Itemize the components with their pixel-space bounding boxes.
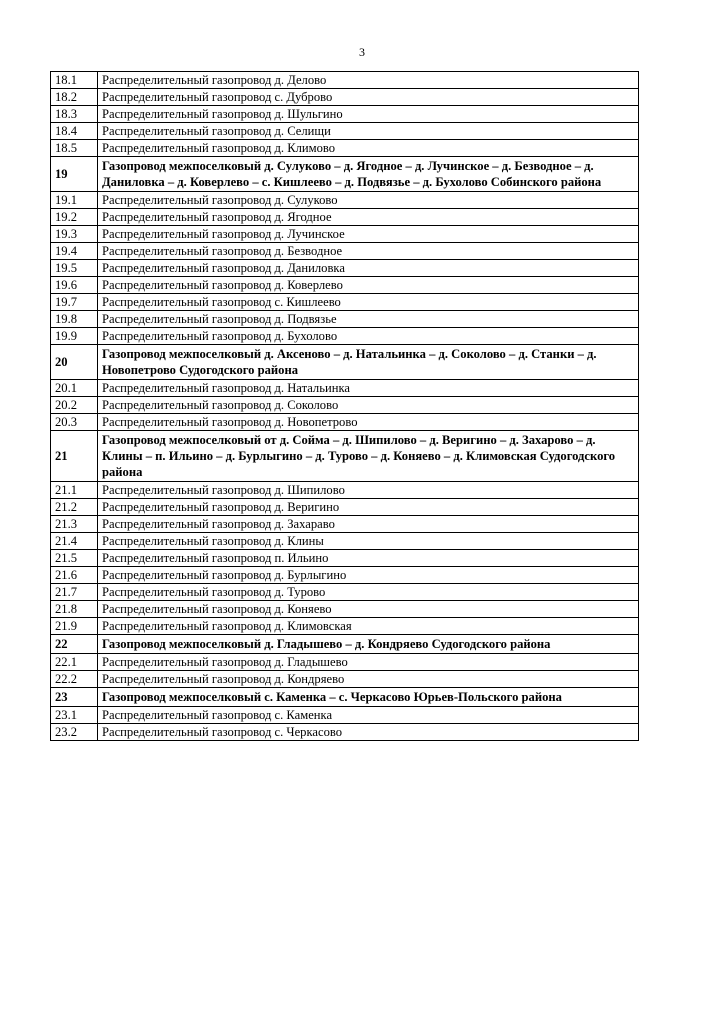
row-description: Распределительный газопровод д. Гладышево bbox=[98, 654, 639, 671]
row-number: 21.1 bbox=[51, 482, 98, 499]
table-row-distribution bbox=[51, 209, 639, 226]
row-number: 19.7 bbox=[51, 294, 98, 311]
row-number: 21.2 bbox=[51, 499, 98, 516]
table-row-distribution bbox=[51, 380, 639, 397]
table-row-distribution bbox=[51, 707, 639, 724]
row-description: Газопровод межпоселковый от д. Сойма – д. Шипилово – д. Веригино – д. Захарово – д. Клины – п. Ильино – д. Бурлыгино – д. Турово – д. Коняево – д. Климовская Судогодского района bbox=[98, 431, 639, 482]
table-body bbox=[51, 72, 639, 741]
table-row-distribution bbox=[51, 654, 639, 671]
row-number: 19.9 bbox=[51, 328, 98, 345]
row-description: Распределительный газопровод п. Ильино bbox=[98, 550, 639, 567]
table-row-pipeline bbox=[51, 157, 639, 192]
table-row-distribution bbox=[51, 724, 639, 741]
row-description: Распределительный газопровод д. Захараво bbox=[98, 516, 639, 533]
table-row-distribution bbox=[51, 106, 639, 123]
table-row-pipeline bbox=[51, 688, 639, 707]
table-row-distribution bbox=[51, 414, 639, 431]
row-number: 19.5 bbox=[51, 260, 98, 277]
table-row-distribution bbox=[51, 601, 639, 618]
row-number: 21.3 bbox=[51, 516, 98, 533]
row-description: Распределительный газопровод д. Коняево bbox=[98, 601, 639, 618]
row-number: 22.2 bbox=[51, 671, 98, 688]
row-description: Распределительный газопровод д. Натальинка bbox=[98, 380, 639, 397]
row-number: 20 bbox=[51, 345, 98, 380]
table-row-distribution bbox=[51, 89, 639, 106]
gas-pipeline-table bbox=[50, 71, 639, 741]
table-row-distribution bbox=[51, 140, 639, 157]
row-description: Распределительный газопровод с. Черкасово bbox=[98, 724, 639, 741]
row-number: 20.3 bbox=[51, 414, 98, 431]
row-number: 20.2 bbox=[51, 397, 98, 414]
table-row-distribution bbox=[51, 397, 639, 414]
row-number: 18.1 bbox=[51, 72, 98, 89]
row-number: 18.3 bbox=[51, 106, 98, 123]
row-number: 21.9 bbox=[51, 618, 98, 635]
table-row-pipeline bbox=[51, 345, 639, 380]
table-row-distribution bbox=[51, 550, 639, 567]
table-row-distribution bbox=[51, 72, 639, 89]
table-row-distribution bbox=[51, 328, 639, 345]
table-row-distribution bbox=[51, 260, 639, 277]
row-number: 19.1 bbox=[51, 192, 98, 209]
row-number: 18.4 bbox=[51, 123, 98, 140]
table-row-distribution bbox=[51, 516, 639, 533]
row-description: Распределительный газопровод д. Турово bbox=[98, 584, 639, 601]
table-row-pipeline bbox=[51, 635, 639, 654]
table-row-distribution bbox=[51, 482, 639, 499]
row-description: Распределительный газопровод д. Веригино bbox=[98, 499, 639, 516]
row-description: Распределительный газопровод д. Шипилово bbox=[98, 482, 639, 499]
row-number: 21.6 bbox=[51, 567, 98, 584]
row-description: Газопровод межпоселковый д. Аксеново – д. Натальинка – д. Соколово – д. Станки – д. Новопетрово Судогодского района bbox=[98, 345, 639, 380]
row-description: Газопровод межпоселковый д. Сулуково – д. Ягодное – д. Лучинское – д. Безводное – д. Даниловка – д. Коверлево – с. Кишлеево – д. Подвязье – д. Бухолово Собинского района bbox=[98, 157, 639, 192]
row-description: Распределительный газопровод д. Климово bbox=[98, 140, 639, 157]
row-description: Газопровод межпоселковый с. Каменка – с. Черкасово Юрьев-Польского района bbox=[98, 688, 639, 707]
row-number: 19 bbox=[51, 157, 98, 192]
row-number: 18.2 bbox=[51, 89, 98, 106]
row-number: 21.8 bbox=[51, 601, 98, 618]
row-number: 19.3 bbox=[51, 226, 98, 243]
row-number: 22 bbox=[51, 635, 98, 654]
table-row-distribution bbox=[51, 243, 639, 260]
row-number: 21.4 bbox=[51, 533, 98, 550]
page-number: 3 bbox=[359, 45, 365, 59]
row-description: Распределительный газопровод д. Клины bbox=[98, 533, 639, 550]
row-description: Распределительный газопровод д. Лучинское bbox=[98, 226, 639, 243]
row-number: 20.1 bbox=[51, 380, 98, 397]
table-row-distribution bbox=[51, 671, 639, 688]
row-number: 18.5 bbox=[51, 140, 98, 157]
row-description: Распределительный газопровод д. Бурлыгино bbox=[98, 567, 639, 584]
row-number: 21 bbox=[51, 431, 98, 482]
row-number: 19.2 bbox=[51, 209, 98, 226]
row-number: 19.8 bbox=[51, 311, 98, 328]
row-description: Распределительный газопровод д. Даниловка bbox=[98, 260, 639, 277]
row-description: Газопровод межпоселковый д. Гладышево – д. Кондряево Судогодского района bbox=[98, 635, 639, 654]
table-row-distribution bbox=[51, 192, 639, 209]
table-row-distribution bbox=[51, 533, 639, 550]
row-description: Распределительный газопровод с. Дуброво bbox=[98, 89, 639, 106]
row-description: Распределительный газопровод д. Новопетрово bbox=[98, 414, 639, 431]
row-number: 23.1 bbox=[51, 707, 98, 724]
row-number: 21.5 bbox=[51, 550, 98, 567]
row-description: Распределительный газопровод д. Бухолово bbox=[98, 328, 639, 345]
row-description: Распределительный газопровод д. Шульгино bbox=[98, 106, 639, 123]
row-description: Распределительный газопровод с. Каменка bbox=[98, 707, 639, 724]
row-description: Распределительный газопровод д. Делово bbox=[98, 72, 639, 89]
table-row-distribution bbox=[51, 226, 639, 243]
row-number: 19.6 bbox=[51, 277, 98, 294]
row-description: Распределительный газопровод д. Соколово bbox=[98, 397, 639, 414]
table-row-distribution bbox=[51, 294, 639, 311]
row-description: Распределительный газопровод д. Безводное bbox=[98, 243, 639, 260]
row-number: 23 bbox=[51, 688, 98, 707]
row-description: Распределительный газопровод д. Селищи bbox=[98, 123, 639, 140]
row-number: 23.2 bbox=[51, 724, 98, 741]
row-number: 19.4 bbox=[51, 243, 98, 260]
row-description: Распределительный газопровод с. Кишлеево bbox=[98, 294, 639, 311]
table-row-pipeline bbox=[51, 431, 639, 482]
table-row-distribution bbox=[51, 584, 639, 601]
row-description: Распределительный газопровод д. Коверлево bbox=[98, 277, 639, 294]
row-description: Распределительный газопровод д. Кондряево bbox=[98, 671, 639, 688]
table-row-distribution bbox=[51, 567, 639, 584]
table-row-distribution bbox=[51, 123, 639, 140]
row-description: Распределительный газопровод д. Ягодное bbox=[98, 209, 639, 226]
row-description: Распределительный газопровод д. Сулуково bbox=[98, 192, 639, 209]
table-row-distribution bbox=[51, 277, 639, 294]
table-row-distribution bbox=[51, 618, 639, 635]
table-row-distribution bbox=[51, 499, 639, 516]
row-number: 22.1 bbox=[51, 654, 98, 671]
row-number: 21.7 bbox=[51, 584, 98, 601]
row-description: Распределительный газопровод д. Климовская bbox=[98, 618, 639, 635]
row-description: Распределительный газопровод д. Подвязье bbox=[98, 311, 639, 328]
table-row-distribution bbox=[51, 311, 639, 328]
